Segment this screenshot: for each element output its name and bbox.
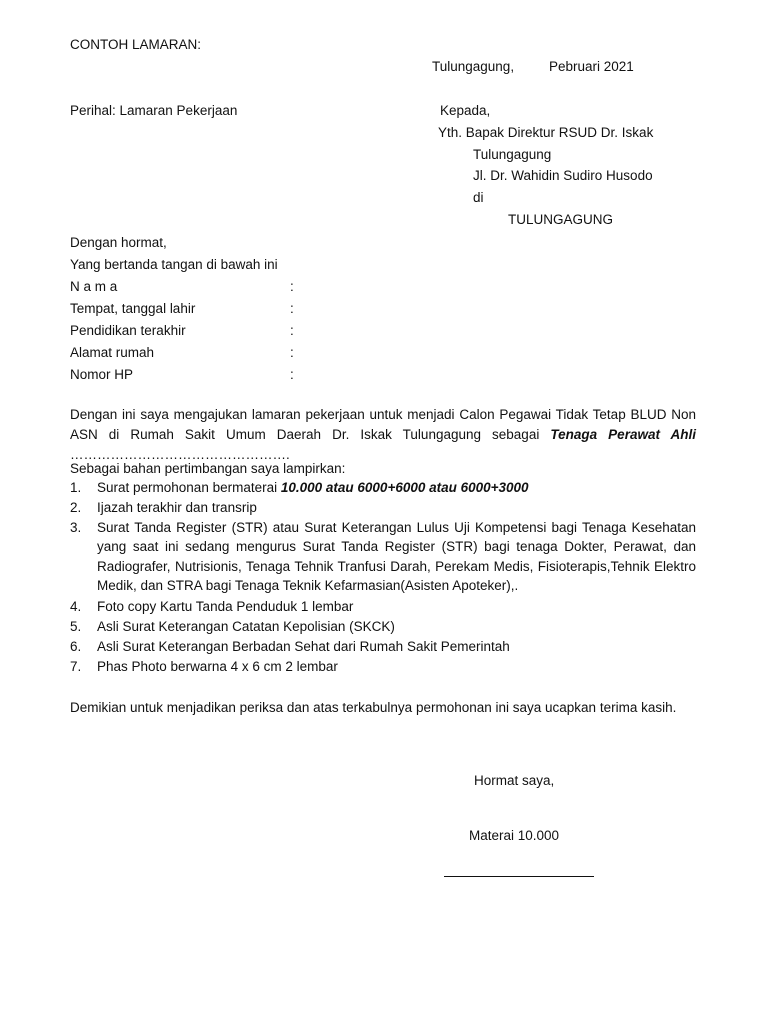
list-item-number: 2. xyxy=(70,499,82,515)
letter-place: Tulungagung, xyxy=(432,59,515,74)
field-row-address xyxy=(70,345,310,365)
field-label: N a m a xyxy=(70,279,118,294)
field-colon: : xyxy=(290,367,294,382)
list-item-number: 7. xyxy=(70,658,82,674)
field-row-name xyxy=(70,279,310,299)
list-item-text: Asli Surat Keterangan Catatan Kepolisian (SKCK) xyxy=(97,618,395,634)
recipient-line-3: Jl. Dr. Wahidin Sudiro Husodo xyxy=(473,168,653,183)
letter-greeting: Dengan hormat, xyxy=(70,235,167,250)
field-colon: : xyxy=(290,301,294,316)
field-row-birth xyxy=(70,301,310,321)
field-label: Nomor HP xyxy=(70,367,134,382)
field-colon: : xyxy=(290,323,294,338)
field-row-phone xyxy=(70,367,310,387)
list-item-number: 3. xyxy=(70,519,82,535)
list-item-text: Asli Surat Keterangan Berbadan Sehat dari Rumah Sakit Pemerintah xyxy=(97,638,510,654)
closing-paragraph: Demikian untuk menjadikan periksa dan atas terkabulnya permohonan ini saya ucapkan terima kasih. xyxy=(70,700,677,715)
recipient-line-5: TULUNGAGUNG xyxy=(508,212,614,227)
attachments-intro: Sebagai bahan pertimbangan saya lampirkan: xyxy=(70,461,346,476)
recipient-line-4: di xyxy=(473,190,484,205)
stamp-label: Materai 10.000 xyxy=(469,828,560,843)
body-paragraph xyxy=(70,405,696,465)
list-item xyxy=(70,637,696,657)
letter-date: Pebruari 2021 xyxy=(549,59,634,74)
recipient-line-2: Tulungagung xyxy=(473,147,552,162)
list-item-number: 1. xyxy=(70,480,82,495)
list-item-text: Surat permohonan bermaterai xyxy=(97,480,281,495)
list-item xyxy=(70,518,696,596)
list-item xyxy=(70,617,696,637)
recipient-line-1: Yth. Bapak Direktur RSUD Dr. Iskak xyxy=(438,125,654,140)
signature-salutation: Hormat saya, xyxy=(474,773,555,788)
list-item-number: 4. xyxy=(70,598,82,614)
body-text: Dengan ini saya mengajukan lamaran pekerjaan untuk menjadi Calon Pegawai Tidak Tetap BLUD Non ASN di Rumah Sakit Umum Daerah Dr. Iskak Tulungagung sebagai xyxy=(70,407,696,442)
position-title: Tenaga Perawat Ahli xyxy=(550,427,696,442)
signature-line xyxy=(444,876,594,877)
field-colon: : xyxy=(290,279,294,294)
field-label: Tempat, tanggal lahir xyxy=(70,301,196,316)
attachments-list xyxy=(70,478,696,676)
list-item xyxy=(70,478,696,498)
list-item-text: Phas Photo berwarna 4 x 6 cm 2 lembar xyxy=(97,658,338,674)
field-colon: : xyxy=(290,345,294,360)
list-item-number: 6. xyxy=(70,638,82,654)
field-row-education xyxy=(70,323,310,343)
letter-heading: CONTOH LAMARAN: xyxy=(70,37,202,52)
field-label: Pendidikan terakhir xyxy=(70,323,186,338)
list-item xyxy=(70,657,696,677)
list-item-text: Ijazah terakhir dan transrip xyxy=(97,499,257,515)
position-dots: …………………………………………. xyxy=(70,447,290,462)
letter-subject: Perihal: Lamaran Pekerjaan xyxy=(70,103,238,118)
letter-intro: Yang bertanda tangan di bawah ini xyxy=(70,257,278,272)
list-item-text: Surat Tanda Register (STR) atau Surat Keterangan Lulus Uji Kompetensi bagi Tenaga Kesehatan yang saat ini sedang mengurus Surat Tanda Register (STR) bagi tenaga Dokter, Perawat, dan Radiografer, Nutrisionis, Tenaga Tehnik Tranfusi Darah, Perekam Medis, Fisioterapis,Tehnik Elektro Medik, dan STRA bagi Tenaga Teknik Kefarmasian(Asisten Apoteker),. xyxy=(97,519,696,593)
list-item xyxy=(70,498,696,518)
field-label: Alamat rumah xyxy=(70,345,155,360)
list-item-bold: 10.000 atau 6000+6000 atau 6000+3000 xyxy=(280,480,529,495)
list-item xyxy=(70,597,696,617)
list-item-text: Foto copy Kartu Tanda Penduduk 1 lembar xyxy=(97,598,354,614)
list-item-number: 5. xyxy=(70,618,82,634)
recipient-kepada: Kepada, xyxy=(440,103,491,118)
